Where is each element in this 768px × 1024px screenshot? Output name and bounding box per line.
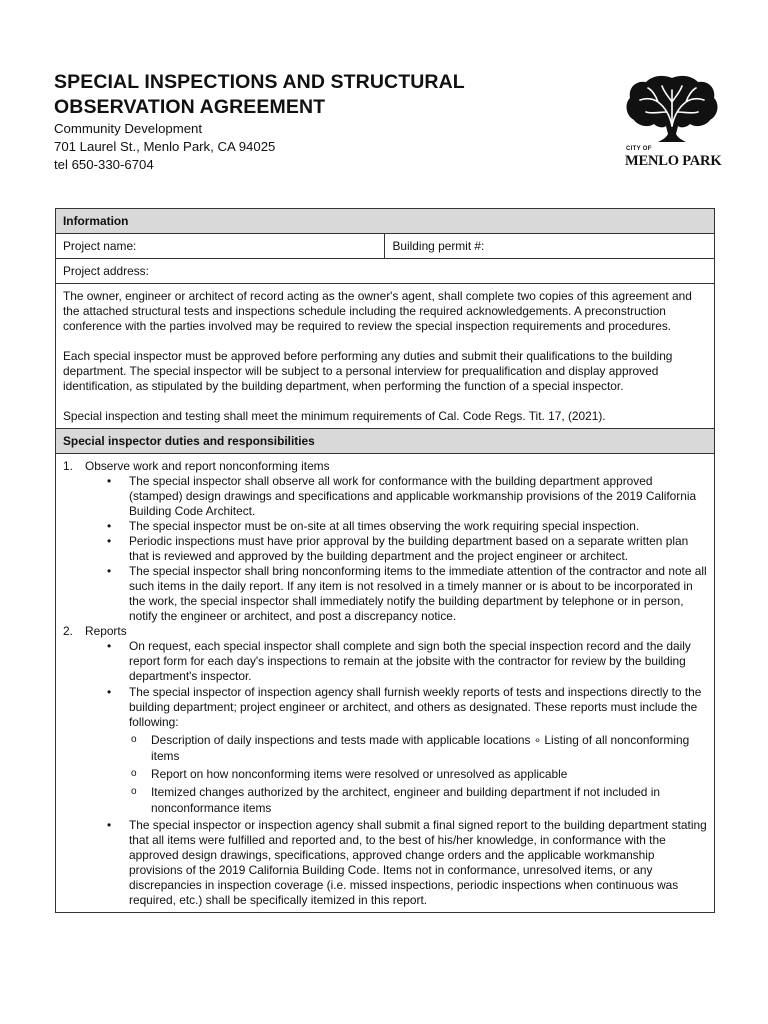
department-address: 701 Laurel St., Menlo Park, CA 94025 — [54, 139, 276, 154]
logo-name: MENLO PARK — [625, 153, 722, 169]
circle-bullet-icon: o — [131, 786, 137, 797]
list-item: • The special inspector of inspection agency shall furnish weekly reports of tests and inspections directly to the building department; project engineer or architect, and others as designated. These reports must include the following: o Description of daily inspections and tests made with applicable locations ∘ Listing of all nonconforming items o Report on how nonconforming items were resolved or unresolved as applicable o Itemized changes authorized by the architect, engineer and building department if not included in nonconformance items — [107, 685, 707, 816]
list-item — [63, 624, 707, 908]
list-number: 1. — [63, 459, 73, 473]
list-item: o Itemized changes authorized by the architect, engineer and building department if not included in nonconformance items — [131, 785, 660, 815]
information-heading: Information — [56, 209, 715, 234]
list-item — [63, 459, 707, 624]
information-body — [56, 284, 715, 429]
building-permit-field[interactable] — [385, 234, 715, 259]
list-number: 2. — [63, 624, 73, 638]
list-item: • On request, each special inspector shall complete and sign both the special inspection record and the daily report form for each day's inspections to remain at the jobsite with the contractor for review by the building department's inspector. — [107, 639, 691, 683]
list-item: • Periodic inspections must have prior approval by the building department based on a separate written plan that is reviewed and approved by the building department and the project engineer or architect. — [107, 534, 689, 563]
circle-bullet-icon: o — [131, 734, 137, 745]
title-line-1: SPECIAL INSPECTIONS AND STRUCTURAL — [54, 71, 465, 93]
list-item: • The special inspector shall bring nonconforming items to the immediate attention of the contractor and note all such items in the daily report. If any item is not resolved in a timely manner or is about to be incorporated in the work, the special inspector shall immediately notify the building department by telephone or in person, notify the engineer or architect, and post a discrepancy notice. — [107, 564, 707, 623]
bullet-list — [85, 639, 707, 908]
logo-small-text: CITY OF — [626, 146, 652, 152]
project-address-field[interactable] — [56, 259, 715, 284]
info-paragraph-2: Each special inspector must be approved before performing any duties and submit their qualifications to the building department. The special inspector will be subject to a personal interview for prequalification and display approved identification, as stipulated by the building department, when performing the function of a special inspector. — [63, 349, 673, 393]
bullet-icon: • — [107, 639, 112, 653]
bullet-icon: • — [107, 685, 112, 699]
project-address-label: Project address: — [63, 264, 149, 278]
list-item: • The special inspector shall observe all work for conformance with the building department approved (stamped) design drawings and specifications and applicable workmanship provisions of the 2019 California Building Code Architect. — [107, 474, 697, 518]
department-info — [54, 120, 714, 174]
bullet-icon: • — [107, 474, 112, 488]
bullet-list — [85, 474, 707, 624]
list-item: • The special inspector or inspection agency shall submit a final signed report to the building department stating that all items were fulfilled and reported and, to the best of his/her knowledge, in conformance with the approved design drawings, specifications, approved change orders and the applicable workmanship provisions of the 2019 California Building Code. Items not in conformance, unresolved items, or any discrepancies in inspection coverage (i.e. missed inspections, periodic inspections when continuous was required, etc.) shall be specifically itemized in this report. — [107, 818, 707, 907]
department-phone: tel 650-330-6704 — [54, 157, 154, 172]
duties-heading: Special inspector duties and responsibilities — [56, 429, 715, 454]
document-header — [54, 70, 714, 174]
bullet-icon: • — [107, 519, 112, 533]
list-item: o Description of daily inspections and tests made with applicable locations ∘ Listing of all nonconforming items — [131, 733, 690, 763]
duties-list — [63, 459, 707, 908]
info-paragraph-3: Special inspection and testing shall meet the minimum requirements of Cal. Code Regs. Tit. 17, (2021). — [63, 409, 606, 423]
city-logo — [622, 72, 722, 170]
building-permit-label: Building permit #: — [392, 239, 485, 253]
list-item: • The special inspector must be on-site at all times observing the work requiring special inspection. — [107, 519, 640, 533]
oak-tree-icon — [622, 72, 722, 144]
title-line-2: OBSERVATION AGREEMENT — [54, 96, 326, 118]
info-paragraph-1: The owner, engineer or architect of record acting as the owner's agent, shall complete two copies of this agreement and the attached structural tests and inspections schedule including the required acknowledgements. A preconstruction conference with the parties involved may be required to review the special inspection requirements and procedures. — [63, 289, 692, 333]
duties-body — [56, 454, 715, 913]
project-name-field[interactable] — [56, 234, 385, 259]
sub-bullet-list — [129, 732, 707, 816]
bullet-icon: • — [107, 564, 112, 578]
list-item-title: Reports — [85, 624, 127, 638]
department-name: Community Development — [54, 121, 203, 136]
list-item: o Report on how nonconforming items were resolved or unresolved as applicable — [131, 767, 568, 781]
project-name-label: Project name: — [63, 239, 137, 253]
list-item-title: Observe work and report nonconforming items — [85, 459, 330, 473]
bullet-icon: • — [107, 534, 112, 548]
agreement-form — [55, 208, 715, 913]
bullet-icon: • — [107, 818, 112, 832]
page-title — [54, 70, 714, 120]
circle-bullet-icon: o — [131, 768, 137, 779]
